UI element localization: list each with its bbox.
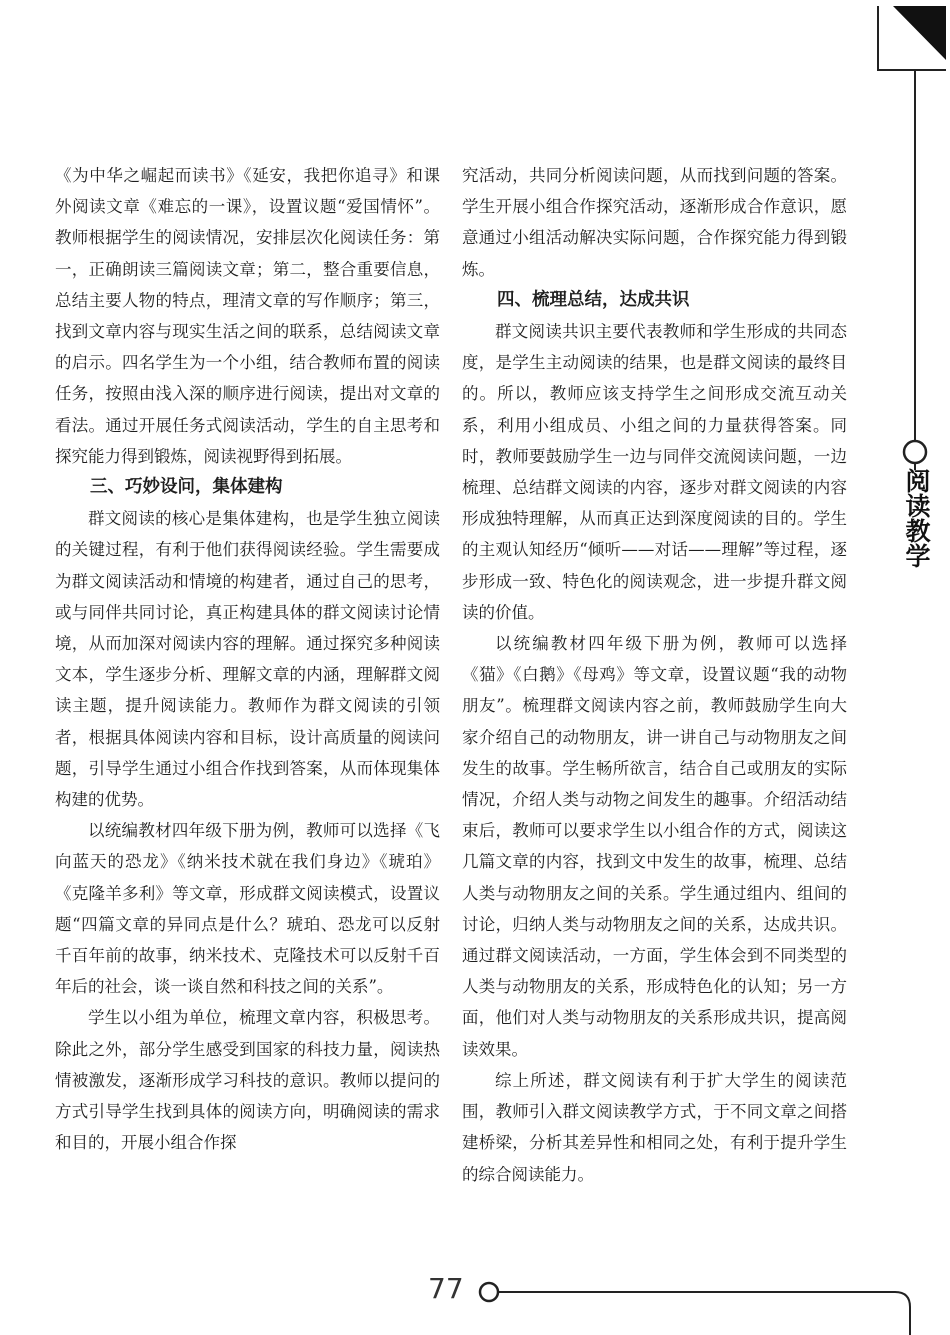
paragraph: 群文阅读共识主要代表教师和学生形成的共同态度，是学生主动阅读的结果，也是群文阅读的最终目的。所以，教师应该支持学生之间形成交流互动关系，利用小组成员、小组之间的力量获得答案。同时，教师要鼓励学生一边与同伴交流阅读问题，一边梳理、总结群文阅读的内容，逐步对群文阅读的内容形成独特理解，从而真正达到深度阅读的目的。学生的主观认知经历“倾听——对话——理解”等过程，逐步形成一致、特色化的阅读观念，进一步提升群文阅读的价值。 bbox=[462, 322, 847, 622]
section-marker-circle bbox=[904, 441, 926, 463]
paragraph: 以统编教材四年级下册为例，教师可以选择《飞向蓝天的恐龙》《纳米技术就在我们身边》《琥珀》《克隆羊多利》等文章，形成群文阅读模式，设置议题“四篇文章的异同点是什么？琥珀、恐龙可以反射千百年前的故事，纳米技术、克隆技术可以反射千百年后的社会，谈一谈自然和科技之间的关系”。 bbox=[55, 821, 440, 997]
paragraph: 群文阅读的核心是集体建构，也是学生独立阅读的关键过程，有利于他们获得阅读经验。学生需要成为群文阅读活动和情境的构建者，通过自己的思考，或与同伴共同讨论，真正构建具体的群文阅读讨论情境，从而加深对阅读内容的理解。通过探究多种阅读文本，学生逐步分析、理解文章的内涵，理解群文阅读主题，提升阅读能力。教师作为群文阅读的引领者，根据具体阅读内容和目标，设计高质量的阅读问题，引导学生通过小组合作找到答案，从而体现集体构建的优势。 bbox=[55, 509, 440, 810]
page-number-circle bbox=[480, 1283, 498, 1301]
paragraph: 以统编教材四年级下册为例，教师可以选择《猫》《白鹅》《母鸡》等文章，设置议题“我的动物朋友”。梳理群文阅读内容之前，教师鼓励学生向大家介绍自己的动物朋友，讲一讲自己与动物朋友之间发生的故事。学生畅所欲言，结合自己或朋友的实际情况，介绍人类与动物之间发生的趣事。介绍活动结束后，教师可以要求学生以小组合作的方式，阅读这几篇文章的内容，找到文中发生的故事，梳理、总结人类与动物朋友之间的关系。学生通过组内、组间的讨论，归纳人类与动物朋友之间的关系，达成共识。通过群文阅读活动，一方面，学生体会到不同类型的人类与动物朋友的关系，形成特色化的认知；另一方面，他们对人类与动物朋友的关系形成共识，提高阅读效果。 bbox=[462, 634, 847, 1059]
right-column bbox=[462, 160, 847, 1190]
footer-rule bbox=[498, 1292, 910, 1335]
paragraph: 学生以小组为单位，梳理文章内容，积极思考。除此之外，部分学生感受到国家的科技力量，阅读热情被激发，逐渐形成学习科技的意识。教师以提问的方式引导学生找到具体的阅读方向，明确阅读的需求和目的，开展小组合作探 bbox=[55, 1008, 440, 1153]
section-heading: 四、梳理总结，达成共识 bbox=[497, 289, 690, 310]
corner-triangle bbox=[893, 6, 946, 60]
page-number: 77 bbox=[428, 1272, 464, 1305]
paragraph: 究活动，共同分析阅读问题，从而找到问题的答案。学生开展小组合作探究活动，逐渐形成合作意识，愿意通过小组活动解决实际问题，合作探究能力得到锻炼。 bbox=[462, 166, 847, 279]
section-label: 阅读教学 bbox=[902, 468, 931, 568]
paragraph: 《为中华之崛起而读书》《延安，我把你追寻》和课外阅读文章《难忘的一课》，设置议题“爱国情怀”。教师根据学生的阅读情况，安排层次化阅读任务：第一，正确朗读三篇阅读文章；第二，整合重要信息，总结主要人物的特点，理清文章的写作顺序；第三，找到文章内容与现实生活之间的联系，总结阅读文章的启示。四名学生为一个小组，结合教师布置的阅读任务，按照由浅入深的顺序进行阅读，提出对文章的看法。通过开展任务式阅读活动，学生的自主思考和探究能力得到锻炼，阅读视野得到拓展。 bbox=[55, 166, 440, 466]
paragraph: 综上所述，群文阅读有利于扩大学生的阅读范围，教师引入群文阅读教学方式，于不同文章之间搭建桥梁，分析其差异性和相同之处，有利于提升学生的综合阅读能力。 bbox=[462, 1070, 847, 1184]
left-column bbox=[55, 160, 440, 1159]
section-heading: 三、巧妙设问，集体建构 bbox=[90, 477, 283, 498]
